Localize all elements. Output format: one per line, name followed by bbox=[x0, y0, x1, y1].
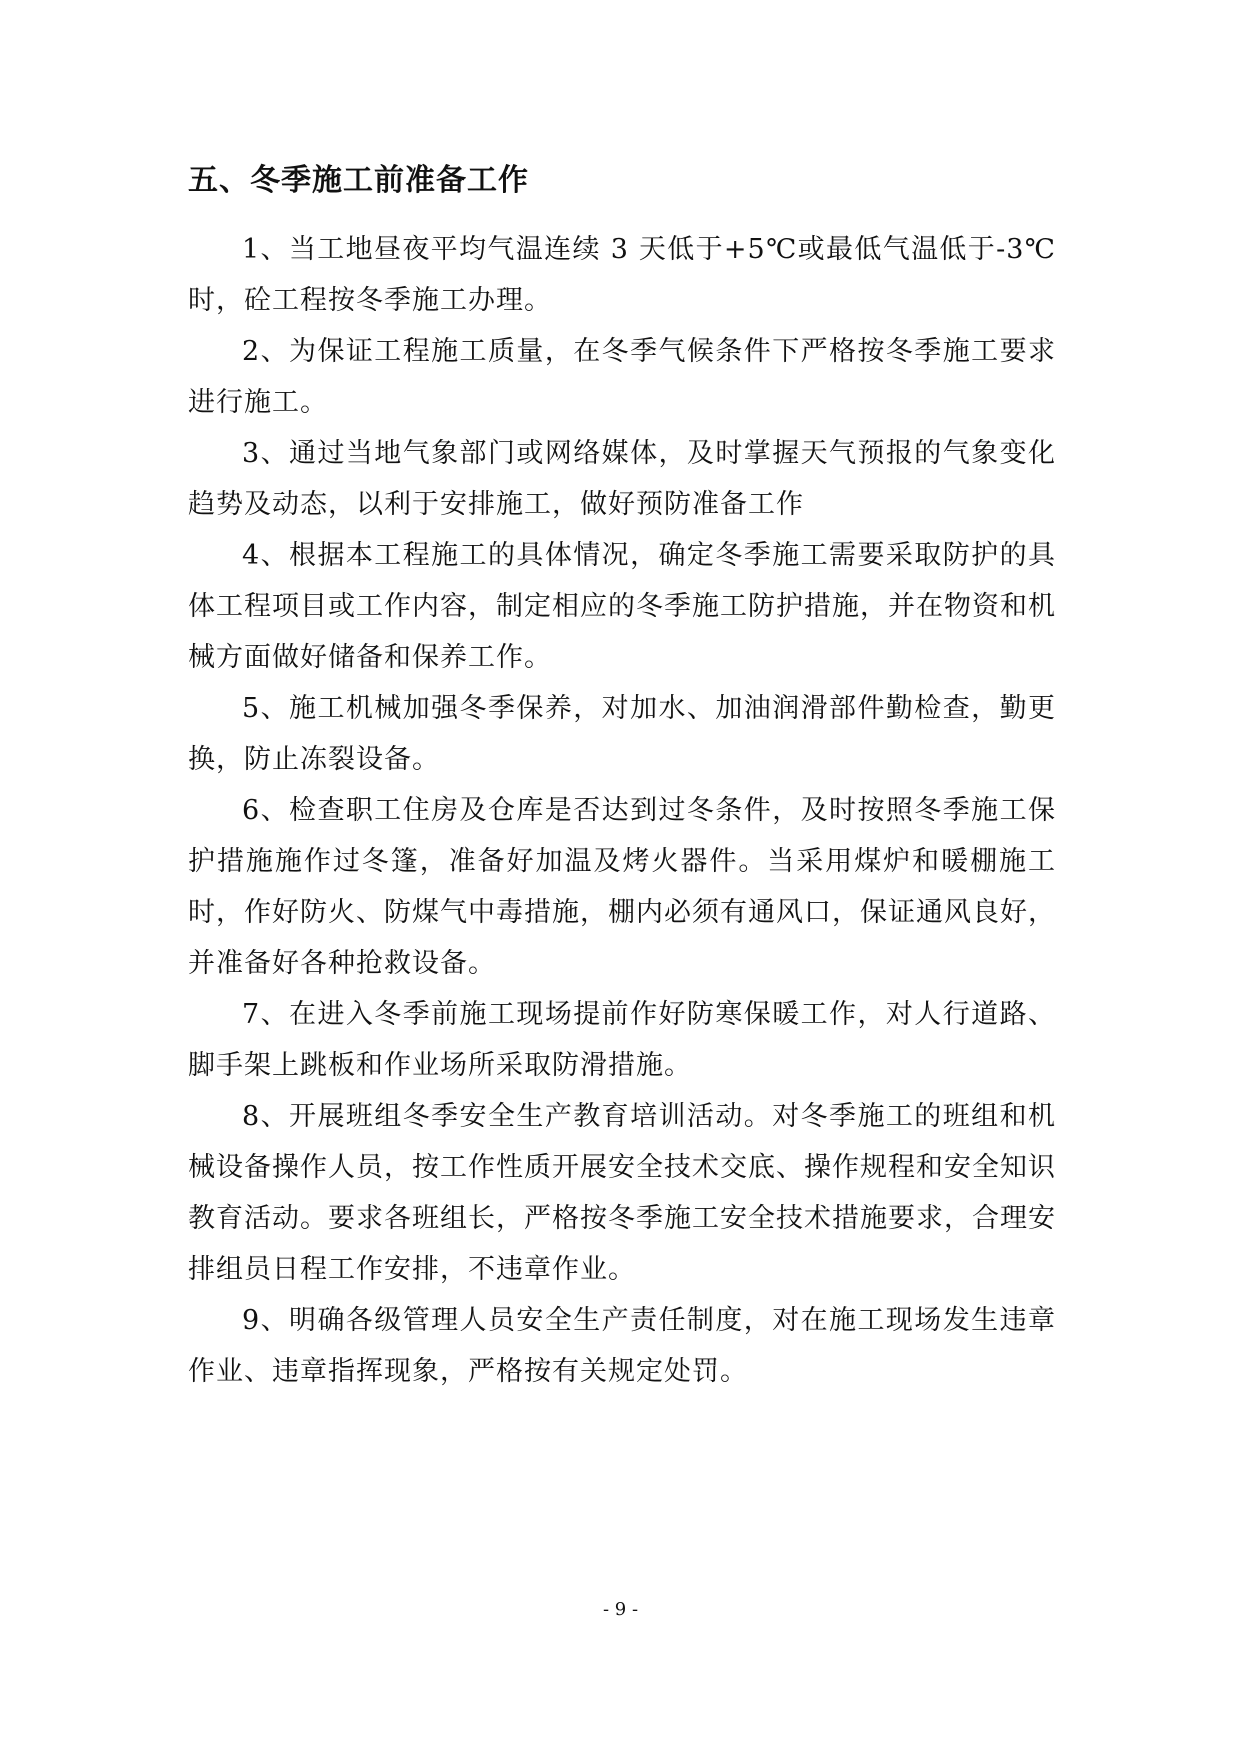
paragraph-6: 6、检查职工住房及仓库是否达到过冬条件，及时按照冬季施工保护措施施作过冬篷，准备好加温及烤火器件。当采用煤炉和暖棚施工时，作好防火、防煤气中毒措施，棚内必须有通风口，保证通风良好，并准备好各种抢救设备。 bbox=[188, 795, 1056, 979]
section-title: 五、冬季施工前准备工作 bbox=[188, 163, 529, 198]
page-number: - 9 - bbox=[602, 1599, 639, 1620]
paragraph-5: 5、施工机械加强冬季保养，对加水、加油润滑部件勤检查，勤更换，防止冻裂设备。 bbox=[188, 693, 1056, 775]
paragraph-8: 8、开展班组冬季安全生产教育培训活动。对冬季施工的班组和机械设备操作人员，按工作性质开展安全技术交底、操作规程和安全知识教育活动。要求各班组长，严格按冬季施工安全技术措施要求，合理安排组员日程工作安排，不违章作业。 bbox=[188, 1101, 1056, 1285]
paragraph-9: 9、明确各级管理人员安全生产责任制度，对在施工现场发生违章作业、违章指挥现象，严格按有关规定处罚。 bbox=[188, 1305, 1056, 1387]
page-content bbox=[188, 152, 1056, 1397]
paragraph-4: 4、根据本工程施工的具体情况，确定冬季施工需要采取防护的具体工程项目或工作内容，制定相应的冬季施工防护措施，并在物资和机械方面做好储备和保养工作。 bbox=[188, 540, 1056, 673]
paragraph-3: 3、通过当地气象部门或网络媒体，及时掌握天气预报的气象变化趋势及动态，以利于安排施工，做好预防准备工作 bbox=[188, 438, 1056, 520]
paragraph-1: 1、当工地昼夜平均气温连续 3 天低于+5℃或最低气温低于-3℃时，砼工程按冬季施工办理。 bbox=[188, 234, 1056, 316]
paragraph-7: 7、在进入冬季前施工现场提前作好防寒保暖工作，对人行道路、脚手架上跳板和作业场所采取防滑措施。 bbox=[188, 999, 1056, 1081]
paragraph-2: 2、为保证工程施工质量，在冬季气候条件下严格按冬季施工要求进行施工。 bbox=[188, 336, 1056, 418]
